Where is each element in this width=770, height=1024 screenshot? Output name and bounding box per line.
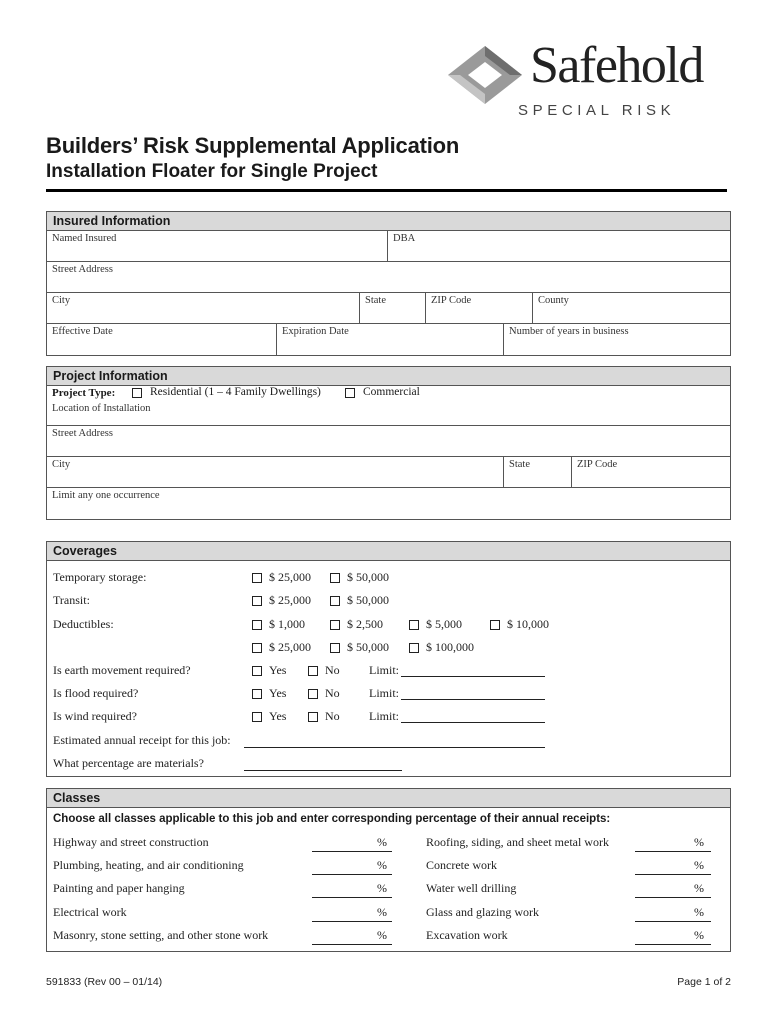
flood-limit-label: Limit:: [369, 686, 399, 700]
years-in-business-label: Number of years in business: [509, 326, 629, 337]
logo-tagline: SPECIAL RISK: [518, 102, 676, 119]
flood-label: Is flood required?: [53, 686, 139, 700]
transit-25000-label: $ 25,000: [269, 593, 311, 607]
class-item-label: Concrete work: [426, 858, 497, 872]
project-type-label: Project Type:: [52, 387, 116, 399]
classes-heading: Classes: [47, 789, 730, 808]
materials-percentage-label: What percentage are materials?: [53, 756, 204, 770]
class-percentage-input[interactable]: [635, 921, 711, 922]
dba-label: DBA: [393, 233, 416, 244]
insured-zip-label: ZIP Code: [431, 295, 472, 306]
earth-no-checkbox[interactable]: [308, 666, 318, 676]
deductible-50000-checkbox[interactable]: [330, 643, 340, 653]
coverages-section: [46, 541, 731, 777]
location-field[interactable]: [47, 402, 730, 425]
limit-occurrence-label: Limit any one occurrence: [52, 490, 160, 501]
deductible-5000-label: $ 5,000: [426, 617, 462, 631]
deductible-10000-checkbox[interactable]: [490, 620, 500, 630]
insured-zip-field[interactable]: [425, 293, 532, 323]
flood-yes-checkbox[interactable]: [252, 689, 262, 699]
wind-no-label: No: [325, 709, 340, 723]
commercial-label: Commercial: [363, 386, 420, 398]
insured-county-field[interactable]: [532, 293, 730, 323]
earth-movement-label: Is earth movement required?: [53, 663, 191, 677]
wind-label: Is wind required?: [53, 709, 137, 723]
residential-checkbox[interactable]: [132, 388, 142, 398]
percent-sign: %: [377, 835, 387, 849]
class-item-label: Highway and street construction: [53, 835, 209, 849]
deductible-100000-label: $ 100,000: [426, 640, 474, 654]
project-street-label: Street Address: [52, 428, 113, 439]
dba-field[interactable]: [387, 231, 730, 261]
deductible-25000-checkbox[interactable]: [252, 643, 262, 653]
percent-sign: %: [377, 881, 387, 895]
expiration-date-field[interactable]: [276, 324, 503, 355]
limit-occurrence-field[interactable]: [47, 488, 730, 519]
class-item-label: Masonry, stone setting, and other stone work: [53, 928, 269, 942]
class-item-label: Electrical work: [53, 905, 127, 919]
transit-50000-checkbox[interactable]: [330, 596, 340, 606]
named-insured-field[interactable]: [47, 231, 387, 261]
project-zip-field[interactable]: [571, 457, 730, 487]
temporary-storage-label: Temporary storage:: [53, 570, 147, 584]
coverages-heading: Coverages: [47, 542, 730, 561]
insured-street-field[interactable]: [47, 262, 730, 292]
percent-sign: %: [694, 928, 704, 942]
flood-yes-label: Yes: [269, 686, 287, 700]
temporary-50000-checkbox[interactable]: [330, 573, 340, 583]
class-percentage-input[interactable]: [312, 874, 392, 875]
wind-limit-label: Limit:: [369, 709, 399, 723]
class-percentage-input[interactable]: [635, 851, 711, 852]
project-city-field[interactable]: [47, 457, 503, 487]
class-percentage-input[interactable]: [635, 874, 711, 875]
expiration-date-label: Expiration Date: [282, 326, 349, 337]
classes-instruction: Choose all classes applicable to this job and enter corresponding percentage of their annual receipts:: [53, 813, 611, 825]
form-id: 591833 (Rev 00 – 01/14): [46, 976, 163, 988]
project-information-section: [46, 366, 731, 520]
residential-label: Residential (1 – 4 Family Dwellings): [150, 386, 321, 398]
annual-receipt-label: Estimated annual receipt for this job:: [53, 733, 231, 747]
insured-street-label: Street Address: [52, 264, 113, 275]
deductible-50000-label: $ 50,000: [347, 640, 389, 654]
percent-sign: %: [694, 905, 704, 919]
deductible-25000-label: $ 25,000: [269, 640, 311, 654]
project-information-heading: Project Information: [47, 367, 730, 386]
percent-sign: %: [377, 928, 387, 942]
percent-sign: %: [694, 881, 704, 895]
logo-wordmark: Safehold: [530, 37, 703, 94]
class-item-label: Painting and paper hanging: [53, 881, 185, 895]
deductible-10000-label: $ 10,000: [507, 617, 549, 631]
class-item-label: Roofing, siding, and sheet metal work: [426, 835, 609, 849]
percent-sign: %: [377, 905, 387, 919]
class-percentage-input[interactable]: [635, 897, 711, 898]
class-item-label: Water well drilling: [426, 881, 517, 895]
class-percentage-input[interactable]: [312, 897, 392, 898]
transit-25000-checkbox[interactable]: [252, 596, 262, 606]
deductible-5000-checkbox[interactable]: [409, 620, 419, 630]
annual-receipt-input[interactable]: [244, 747, 545, 748]
wind-yes-label: Yes: [269, 709, 287, 723]
percent-sign: %: [694, 835, 704, 849]
page-number: Page 1 of 2: [677, 976, 731, 988]
deductible-2500-label: $ 2,500: [347, 617, 383, 631]
earth-yes-label: Yes: [269, 663, 287, 677]
class-item-label: Glass and glazing work: [426, 905, 539, 919]
earth-no-label: No: [325, 663, 340, 677]
page-subtitle: Installation Floater for Single Project: [46, 161, 378, 182]
location-label: Location of Installation: [52, 403, 151, 414]
transit-50000-label: $ 50,000: [347, 593, 389, 607]
commercial-checkbox[interactable]: [345, 388, 355, 398]
title-divider: [46, 189, 727, 192]
earth-limit-label: Limit:: [369, 663, 399, 677]
project-state-field[interactable]: [503, 457, 571, 487]
temporary-25000-label: $ 25,000: [269, 570, 311, 584]
transit-label: Transit:: [53, 593, 90, 607]
deductible-1000-checkbox[interactable]: [252, 620, 262, 630]
insured-information-heading: Insured Information: [47, 212, 730, 231]
safehold-diamond-icon: [446, 44, 524, 106]
flood-no-checkbox[interactable]: [308, 689, 318, 699]
page-title: Builders’ Risk Supplemental Application: [46, 133, 460, 158]
percent-sign: %: [377, 858, 387, 872]
class-percentage-input[interactable]: [312, 921, 392, 922]
materials-percentage-input[interactable]: [244, 770, 402, 771]
deductible-100000-checkbox[interactable]: [409, 643, 419, 653]
deductible-2500-checkbox[interactable]: [330, 620, 340, 630]
temporary-50000-label: $ 50,000: [347, 570, 389, 584]
class-percentage-input[interactable]: [312, 944, 392, 945]
project-city-label: City: [52, 459, 71, 470]
temporary-25000-checkbox[interactable]: [252, 573, 262, 583]
effective-date-field[interactable]: [47, 324, 276, 355]
earth-yes-checkbox[interactable]: [252, 666, 262, 676]
class-percentage-input[interactable]: [312, 851, 392, 852]
project-street-field[interactable]: [47, 426, 730, 456]
insured-state-field[interactable]: [359, 293, 425, 323]
deductible-1000-label: $ 1,000: [269, 617, 305, 631]
class-percentage-input[interactable]: [635, 944, 711, 945]
years-in-business-field[interactable]: [503, 324, 730, 355]
project-state-label: State: [509, 459, 530, 470]
insured-state-label: State: [365, 295, 386, 306]
insured-city-field[interactable]: [47, 293, 359, 323]
flood-no-label: No: [325, 686, 340, 700]
flood-limit-input[interactable]: [401, 699, 545, 700]
effective-date-label: Effective Date: [52, 326, 113, 337]
wind-no-checkbox[interactable]: [308, 712, 318, 722]
project-zip-label: ZIP Code: [577, 459, 618, 470]
classes-section: [46, 788, 731, 952]
earth-limit-input[interactable]: [401, 676, 545, 677]
deductibles-label: Deductibles:: [53, 617, 114, 631]
class-item-label: Excavation work: [426, 928, 508, 942]
insured-county-label: County: [538, 295, 569, 306]
class-item-label: Plumbing, heating, and air conditioning: [53, 858, 244, 872]
safehold-logo: [446, 37, 736, 126]
insured-information-section: [46, 211, 731, 356]
wind-yes-checkbox[interactable]: [252, 712, 262, 722]
insured-city-label: City: [52, 295, 71, 306]
named-insured-label: Named Insured: [52, 233, 117, 244]
percent-sign: %: [694, 858, 704, 872]
wind-limit-input[interactable]: [401, 722, 545, 723]
